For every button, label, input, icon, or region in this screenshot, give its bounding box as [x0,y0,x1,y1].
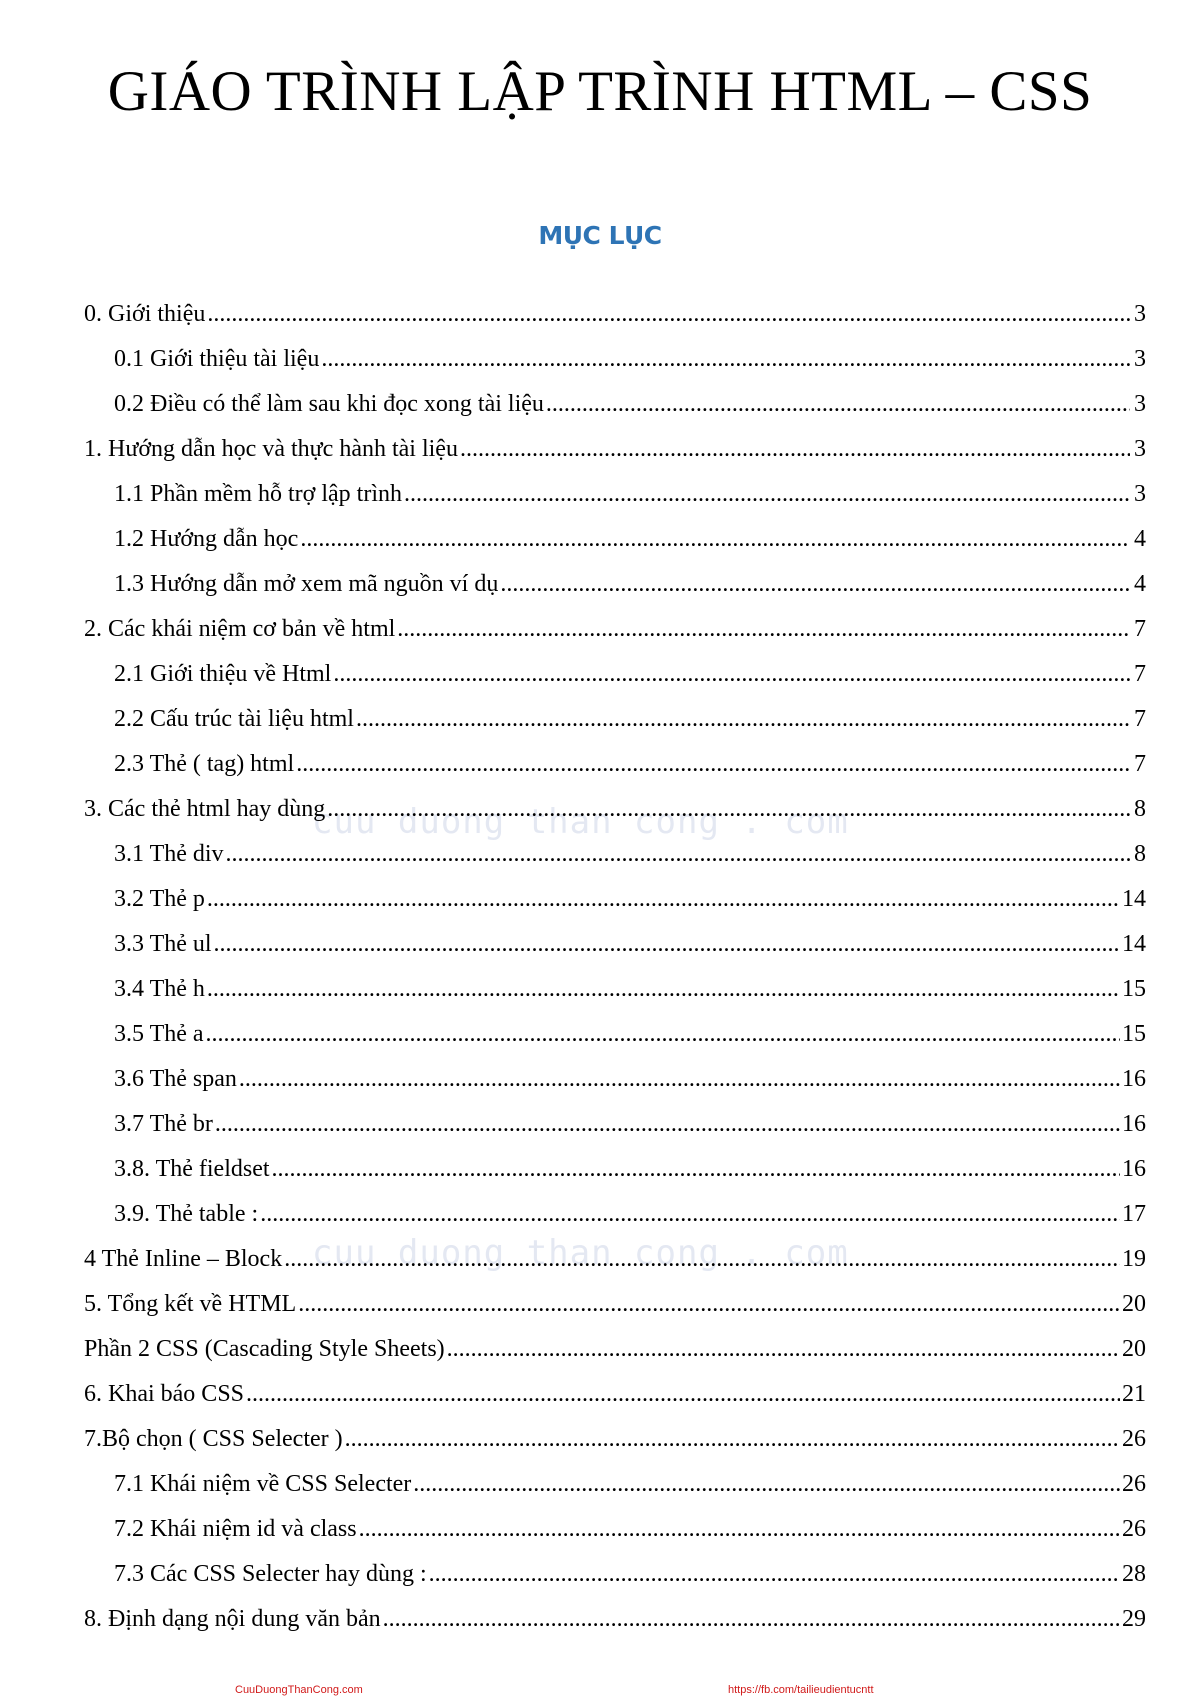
toc-entry[interactable] [84,832,1146,877]
toc-entry[interactable] [84,787,1146,832]
toc-dot-leader [226,832,1130,877]
toc-entry-title: 5. Tổng kết về HTML [84,1291,297,1317]
toc-entry-title: 7.1 Khái niệm về CSS Selecter [114,1471,412,1497]
toc-entry[interactable] [84,1552,1146,1597]
toc-entry-title: Phần 2 CSS (Cascading Style Sheets) [84,1336,445,1362]
toc-entry-title: 1. Hướng dẫn học và thực hành tài liệu [84,436,458,462]
toc-entry[interactable] [84,1282,1146,1327]
toc-entry[interactable] [84,1327,1146,1372]
table-of-contents-heading: MỤC LỤC [538,221,662,250]
toc-entry-page-number: 3 [1134,301,1146,327]
toc-entry-title: 3.9. Thẻ table : [114,1201,259,1227]
toc-entry-title: 3.3 Thẻ ul [114,931,212,957]
toc-entry[interactable] [84,562,1146,607]
toc-entry[interactable] [84,1597,1146,1642]
toc-entry-title: 7.Bộ chọn ( CSS Selecter ) [84,1426,343,1452]
toc-entry[interactable] [84,1147,1146,1192]
toc-entry-title: 7.3 Các CSS Selecter hay dùng : [114,1561,427,1587]
toc-dot-leader [296,742,1130,787]
footer-site-link[interactable]: CuuDuongThanCong.com [235,1684,363,1696]
toc-entry-page-number: 16 [1122,1066,1146,1092]
toc-entry-title: 2.1 Giới thiệu về Html [114,661,332,687]
toc-entry[interactable] [84,1372,1146,1417]
toc-dot-leader [246,1372,1120,1417]
toc-entry-title: 3.8. Thẻ fieldset [114,1156,270,1182]
toc-entry-page-number: 3 [1134,391,1146,417]
toc-entry-page-number: 15 [1122,1021,1146,1047]
toc-dot-leader [356,697,1130,742]
toc-entry-title: 3.5 Thẻ a [114,1021,204,1047]
toc-entry-page-number: 4 [1134,571,1146,597]
toc-entry-title: 8. Định dạng nội dung văn bản [84,1606,381,1632]
toc-entry-page-number: 3 [1134,436,1146,462]
toc-entry-title: 3.1 Thẻ div [114,841,224,867]
toc-dot-leader [333,652,1130,697]
toc-dot-leader [215,1102,1120,1147]
toc-dot-leader [429,1552,1120,1597]
toc-entry-page-number: 19 [1122,1246,1146,1272]
toc-entry-page-number: 7 [1134,751,1146,777]
toc-entry-title: 4 Thẻ Inline – Block [84,1246,283,1272]
toc-entry-title: 2. Các khái niệm cơ bản về html [84,616,396,642]
toc-entry-page-number: 3 [1134,346,1146,372]
toc-entry[interactable] [84,1012,1146,1057]
toc-dot-leader [447,1327,1120,1372]
toc-entry[interactable] [84,382,1146,427]
toc-entry-title: 3. Các thẻ html hay dùng [84,796,326,822]
toc-entry-page-number: 14 [1122,931,1146,957]
toc-entry-page-number: 26 [1122,1471,1146,1497]
toc-dot-leader [327,787,1130,832]
table-of-contents [84,292,1146,1642]
toc-entry-title: 3.6 Thẻ span [114,1066,237,1092]
watermark-text: cuu duong than cong . com [312,802,849,842]
toc-entry[interactable] [84,1057,1146,1102]
toc-entry[interactable] [84,1507,1146,1552]
toc-entry-title: 1.3 Hướng dẫn mở xem mã nguồn ví dụ [114,571,499,597]
toc-dot-leader [207,877,1120,922]
toc-entry-title: 2.2 Cấu trúc tài liệu html [114,706,354,732]
toc-entry[interactable] [84,922,1146,967]
toc-entry-title: 7.2 Khái niệm id và class [114,1516,357,1542]
toc-entry-page-number: 26 [1122,1426,1146,1452]
toc-entry[interactable] [84,877,1146,922]
toc-entry[interactable] [84,337,1146,382]
toc-entry-title: 6. Khai báo CSS [84,1381,245,1407]
toc-dot-leader [298,1282,1120,1327]
toc-dot-leader [239,1057,1120,1102]
toc-entry-page-number: 3 [1134,481,1146,507]
toc-entry-page-number: 14 [1122,886,1146,912]
toc-entry[interactable] [84,517,1146,562]
toc-entry-page-number: 8 [1134,841,1146,867]
toc-dot-leader [404,472,1130,517]
footer-facebook-link[interactable]: https://fb.com/tailieudientucntt [728,1684,874,1696]
toc-entry[interactable] [84,1462,1146,1507]
toc-entry-page-number: 4 [1134,526,1146,552]
toc-entry-page-number: 21 [1122,1381,1146,1407]
toc-entry[interactable] [84,607,1146,652]
toc-dot-leader [300,517,1130,562]
toc-entry-title: 0. Giới thiệu [84,301,206,327]
toc-entry-title: 3.4 Thẻ h [114,976,205,1002]
toc-dot-leader [207,292,1130,337]
toc-entry-page-number: 29 [1122,1606,1146,1632]
toc-dot-leader [321,337,1130,382]
toc-dot-leader [413,1462,1120,1507]
toc-entry-title: 1.2 Hướng dẫn học [114,526,299,552]
toc-entry[interactable] [84,292,1146,337]
toc-dot-leader [500,562,1130,607]
toc-dot-leader [546,382,1130,427]
toc-dot-leader [345,1417,1120,1462]
toc-entry-page-number: 15 [1122,976,1146,1002]
toc-dot-leader [460,427,1130,472]
toc-dot-leader [397,607,1130,652]
toc-entry-title: 3.7 Thẻ br [114,1111,213,1137]
toc-dot-leader [214,922,1120,967]
toc-entry-title: 0.1 Giới thiệu tài liệu [114,346,320,372]
toc-entry-page-number: 8 [1134,796,1146,822]
toc-entry-page-number: 7 [1134,661,1146,687]
document-title: GIÁO TRÌNH LẬP TRÌNH HTML – CSS [107,60,1093,123]
toc-entry-page-number: 7 [1134,706,1146,732]
toc-entry[interactable] [84,1192,1146,1237]
toc-entry-page-number: 20 [1122,1336,1146,1362]
toc-dot-leader [272,1147,1120,1192]
toc-entry[interactable] [84,967,1146,1012]
toc-entry[interactable] [84,472,1146,517]
toc-entry[interactable] [84,1102,1146,1147]
toc-entry[interactable] [84,697,1146,742]
watermark-text: cuu duong than cong . com [312,1233,849,1273]
toc-entry[interactable] [84,1237,1146,1282]
toc-entry[interactable] [84,1417,1146,1462]
toc-entry[interactable] [84,652,1146,697]
toc-entry-page-number: 28 [1122,1561,1146,1587]
toc-dot-leader [260,1192,1120,1237]
toc-entry[interactable] [84,742,1146,787]
toc-dot-leader [206,1012,1120,1057]
toc-entry-page-number: 16 [1122,1156,1146,1182]
toc-entry-title: 2.3 Thẻ ( tag) html [114,751,295,777]
toc-entry-page-number: 26 [1122,1516,1146,1542]
toc-entry-page-number: 20 [1122,1291,1146,1317]
toc-dot-leader [383,1597,1120,1642]
toc-entry-page-number: 17 [1122,1201,1146,1227]
toc-entry-title: 3.2 Thẻ p [114,886,205,912]
toc-dot-leader [207,967,1120,1012]
toc-entry-page-number: 7 [1134,616,1146,642]
toc-entry-page-number: 16 [1122,1111,1146,1137]
toc-entry-title: 0.2 Điều có thể làm sau khi đọc xong tài liệu [114,391,544,417]
toc-entry[interactable] [84,427,1146,472]
toc-dot-leader [359,1507,1120,1552]
toc-dot-leader [284,1237,1120,1282]
toc-entry-title: 1.1 Phần mềm hỗ trợ lập trình [114,481,402,507]
